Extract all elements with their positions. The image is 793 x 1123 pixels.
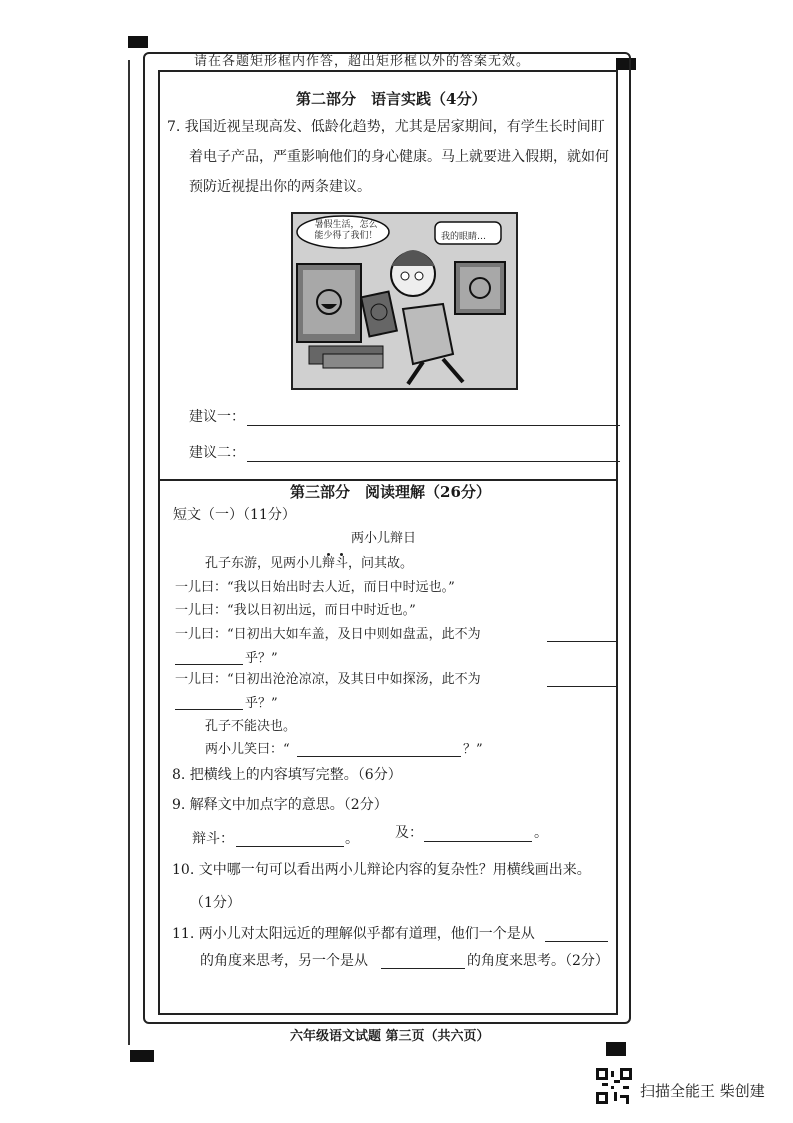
passage-line7-blank[interactable]	[297, 756, 461, 757]
suggestion2-label: 建议二：	[189, 445, 245, 461]
scanner-credit: 扫描全能王 柴创建	[640, 1082, 765, 1100]
registration-mark-bottom-left	[130, 1050, 154, 1062]
q11-answer-line2[interactable]	[381, 968, 465, 969]
passage-line2: 一儿曰：“我以日始出时去人近，而日中时远也。”	[175, 580, 455, 595]
passage-line1	[205, 557, 413, 570]
passage-line6: 孔子不能决也。	[205, 719, 297, 734]
q9-b-end: 。	[534, 825, 548, 841]
cartoon-illustration	[291, 212, 518, 390]
q7-text-line2: 着电子产品，严重影响他们的身心健康。马上就要进入假期，就如何	[189, 149, 609, 165]
passage-label: 短文（一）（11分）	[173, 507, 296, 523]
suggestion1-label: 建议一：	[189, 409, 245, 425]
section-divider	[158, 479, 618, 481]
q10-text-line2: （1分）	[190, 895, 241, 911]
speech-bubble-left: 暑假生活，怎么能少得了我们！	[314, 220, 378, 241]
passage-line5-blank-cont[interactable]	[175, 709, 243, 710]
suggestion1-answer-line[interactable]	[247, 425, 620, 426]
q9-b-label: 及：	[395, 825, 423, 841]
q9-a-end: 。	[345, 831, 359, 847]
q11-text-line2-pre: 的角度来思考，另一个是从	[200, 953, 368, 969]
q9-text: 9. 解释文中加点字的意思。（2分）	[172, 797, 388, 813]
dotted-char-bian: 辩	[322, 556, 336, 571]
part3-heading: 第三部分 阅读理解（26分）	[290, 483, 491, 501]
passage-line4-tail: 乎？”	[245, 651, 278, 666]
q7-text-line1: 7. 我国近视呈现高发、低龄化趋势，尤其是居家期间，有学生长时间盯	[167, 119, 605, 135]
passage-line4-blank-cont[interactable]	[175, 664, 243, 665]
q11-answer-line1[interactable]	[545, 941, 608, 942]
passage-line5-blank[interactable]	[547, 686, 617, 687]
answer-area-notice: 请在各题矩形框内作答，超出矩形框以外的答案无效。	[194, 54, 531, 69]
q9-b-answer-line[interactable]	[424, 841, 532, 842]
passage-line4-blank[interactable]	[547, 641, 617, 642]
passage-line5-tail: 乎？”	[245, 696, 278, 711]
speech-bubble-right: 我的眼睛…	[441, 232, 487, 242]
page-footer: 六年级语文试题 第三页（共六页）	[290, 1029, 490, 1044]
binding-line	[128, 60, 130, 1045]
q7-text-line3: 预防近视提出你的两条建议。	[189, 179, 371, 195]
passage-line1-post: ，问其故。	[348, 556, 414, 571]
registration-mark-top-left	[128, 36, 148, 48]
registration-mark-bottom-right	[606, 1042, 626, 1056]
dotted-char-dou: 斗	[335, 556, 349, 571]
passage-line1-pre: 孔子东游，见两小儿	[205, 556, 323, 571]
q10-text-line1: 10. 文中哪一句可以看出两小儿辩论内容的复杂性？用横线画出来。	[172, 862, 591, 878]
passage-line7-post: ？”	[463, 742, 483, 757]
passage-title: 两小儿辩日	[351, 531, 417, 546]
q11-text-line1: 11. 两小儿对太阳远近的理解似乎都有道理，他们一个是从	[172, 926, 535, 942]
part2-heading: 第二部分 语言实践（4分）	[296, 90, 487, 108]
q9-a-label: 辩斗：	[192, 831, 234, 847]
passage-line5: 一儿曰：“日初出沧沧凉凉，及其日中如探汤，此不为	[175, 672, 481, 687]
q11-text-line2-post: 的角度来思考。（2分）	[467, 953, 609, 969]
passage-line4: 一儿曰：“日初出大如车盖，及日中则如盘盂，此不为	[175, 627, 481, 642]
passage-line7-pre: 两小儿笑曰：“	[205, 742, 290, 757]
suggestion2-answer-line[interactable]	[247, 461, 620, 462]
qr-code-icon	[596, 1068, 632, 1104]
q8-text: 8. 把横线上的内容填写完整。（6分）	[172, 767, 402, 783]
q9-a-answer-line[interactable]	[236, 846, 344, 847]
passage-line3: 一儿曰：“我以日初出远，而日中时近也。”	[175, 603, 416, 618]
